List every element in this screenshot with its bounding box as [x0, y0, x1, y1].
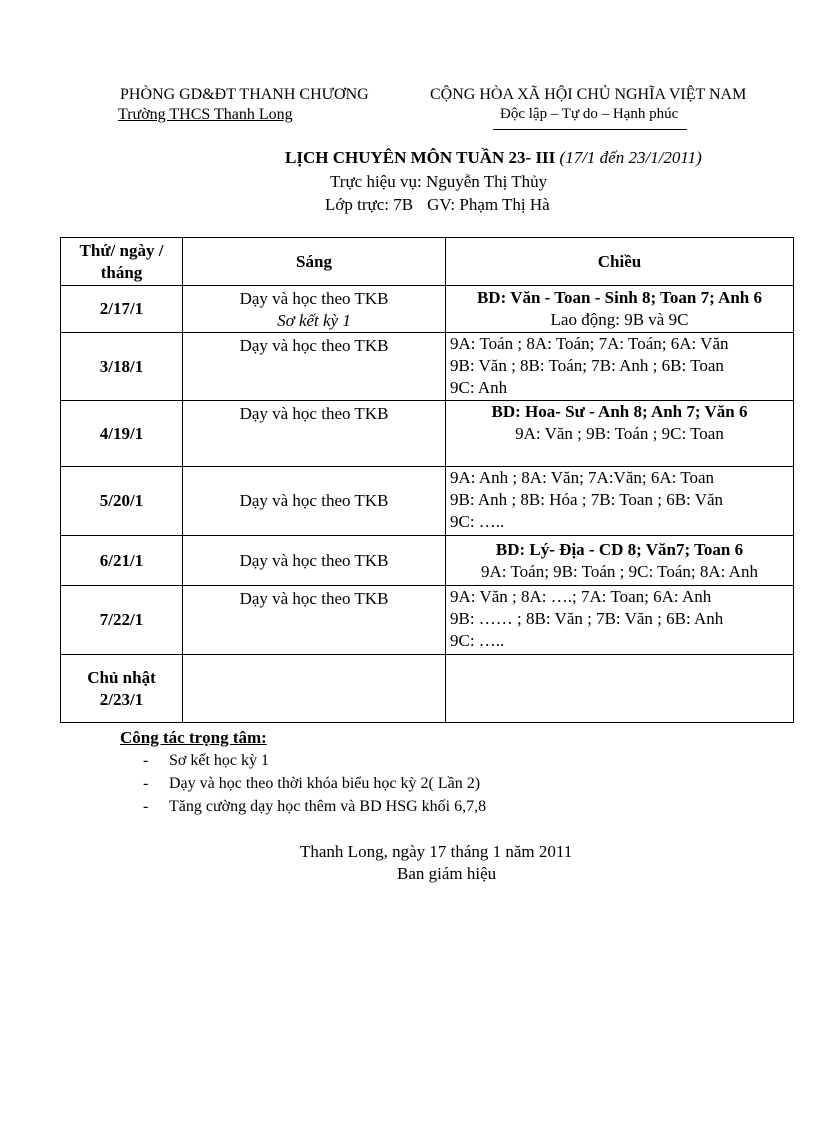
signature-role: Ban giám hiệu — [397, 864, 497, 883]
header-morning: Sáng — [183, 238, 446, 286]
national-motto: Độc lập – Tự do – Hạnh phúc — [500, 106, 679, 122]
afternoon-cell — [446, 586, 794, 655]
table-row — [61, 333, 794, 401]
afternoon-line: 9A: Toán ; 8A: Toán; 7A: Toán; 6A: Văn — [450, 334, 729, 353]
morning-line: Dạy và học theo TKB — [239, 404, 389, 423]
list-item-text: Tăng cường dạy học thêm và BD HSG khối 6,7,8 — [169, 798, 487, 815]
focus-title: Công tác trọng tâm: — [120, 728, 267, 747]
page-title — [285, 148, 702, 168]
afternoon-line: 9B: …… ; 8B: Văn ; 7B: Văn ; 6B: Anh — [450, 609, 724, 628]
morning-line: Dạy và học theo TKB — [239, 589, 389, 608]
day-line: Chủ nhật — [87, 667, 156, 687]
day-cell — [61, 655, 183, 723]
duty-class-line — [325, 195, 550, 215]
table-row — [61, 286, 794, 333]
morning-cell — [183, 586, 446, 655]
list-item — [143, 795, 486, 818]
header-day: Thứ/ ngày / tháng — [61, 238, 183, 286]
motto-underline — [493, 129, 687, 130]
afternoon-cell — [446, 286, 794, 333]
afternoon-line: 9A: Văn ; 8A: ….; 7A: Toan; 6A: Anh — [450, 587, 712, 606]
morning-line: Dạy và học theo TKB — [239, 336, 389, 355]
afternoon-cell — [446, 655, 794, 723]
morning-line: Dạy và học theo TKB — [239, 289, 389, 308]
country-name: CỘNG HÒA XÃ HỘI CHỦ NGHĨA VIỆT NAM — [430, 86, 747, 103]
morning-line: Dạy và học theo TKB — [239, 550, 389, 570]
afternoon-cell — [446, 401, 794, 467]
afternoon-line: 9C: ….. — [450, 631, 505, 650]
duty-class: Lớp trực: 7B — [325, 195, 414, 214]
table-row — [61, 401, 794, 467]
afternoon-line: 9A: Anh ; 8A: Văn; 7A:Văn; 6A: Toan — [450, 468, 715, 487]
table-row — [61, 655, 794, 723]
morning-line: Sơ kết kỳ 1 — [277, 311, 351, 330]
department-name: PHÒNG GD&ĐT THANH CHƯƠNG — [120, 86, 369, 103]
afternoon-cell — [446, 467, 794, 536]
table-row — [61, 467, 794, 536]
list-bullet: - — [143, 798, 149, 815]
header-afternoon: Chiều — [446, 238, 794, 286]
day-cell: 6/21/1 — [61, 536, 183, 586]
list-item-text: Dạy và học theo thời khóa biểu học kỳ 2( Lần 2) — [169, 775, 481, 792]
afternoon-cell — [446, 333, 794, 401]
day-cell: 4/19/1 — [61, 401, 183, 467]
focus-list — [143, 749, 486, 818]
day-line: 2/23/1 — [99, 689, 144, 709]
afternoon-line: BD: Văn - Toan - Sinh 8; Toan 7; Anh 6 — [476, 288, 763, 307]
morning-cell — [183, 401, 446, 467]
afternoon-line: 9B: Văn ; 8B: Toán; 7B: Anh ; 6B: Toan — [450, 356, 724, 375]
list-item — [143, 749, 486, 772]
morning-cell — [183, 655, 446, 723]
signature-date: Thanh Long, ngày 17 tháng 1 năm 2011 — [300, 842, 573, 861]
morning-cell — [183, 286, 446, 333]
morning-cell — [183, 333, 446, 401]
afternoon-line: 9C: ….. — [450, 512, 505, 531]
afternoon-line: 9B: Anh ; 8B: Hóa ; 7B: Toan ; 6B: Văn — [450, 490, 724, 509]
schedule-table — [60, 237, 794, 723]
duty-person: Trực hiệu vụ: Nguyễn Thị Thủy — [330, 172, 548, 191]
table-row — [61, 586, 794, 655]
duty-teacher: GV: Phạm Thị Hà — [427, 195, 550, 214]
title-date-range: (17/1 đến 23/1/2011) — [559, 148, 702, 167]
list-bullet: - — [143, 775, 149, 792]
list-item — [143, 772, 486, 795]
morning-cell — [183, 467, 446, 536]
afternoon-line: 9A: Toán; 9B: Toán ; 9C: Toán; 8A: Anh — [481, 561, 758, 581]
list-bullet: - — [143, 752, 149, 769]
day-cell: 7/22/1 — [61, 586, 183, 655]
day-cell: 2/17/1 — [61, 286, 183, 333]
title-main: LỊCH CHUYÊN MÔN TUẦN 23- III — [285, 148, 556, 167]
morning-line: Dạy và học theo TKB — [239, 491, 389, 510]
day-cell: 3/18/1 — [61, 333, 183, 401]
table-header-row — [61, 238, 794, 286]
afternoon-line: BD: Lý- Địa - CD 8; Văn7; Toan 6 — [495, 539, 744, 559]
list-item-text: Sơ kết học kỳ 1 — [169, 752, 270, 769]
afternoon-line: Lao động: 9B và 9C — [550, 310, 689, 329]
afternoon-cell — [446, 536, 794, 586]
afternoon-line: 9C: Anh — [450, 378, 508, 397]
school-name: Trường THCS Thanh Long — [118, 106, 293, 123]
table-row — [61, 536, 794, 586]
morning-cell — [183, 536, 446, 586]
day-cell: 5/20/1 — [61, 467, 183, 536]
afternoon-line: 9A: Văn ; 9B: Toán ; 9C: Toan — [515, 424, 724, 443]
afternoon-line: BD: Hoa- Sư - Anh 8; Anh 7; Văn 6 — [491, 402, 748, 421]
